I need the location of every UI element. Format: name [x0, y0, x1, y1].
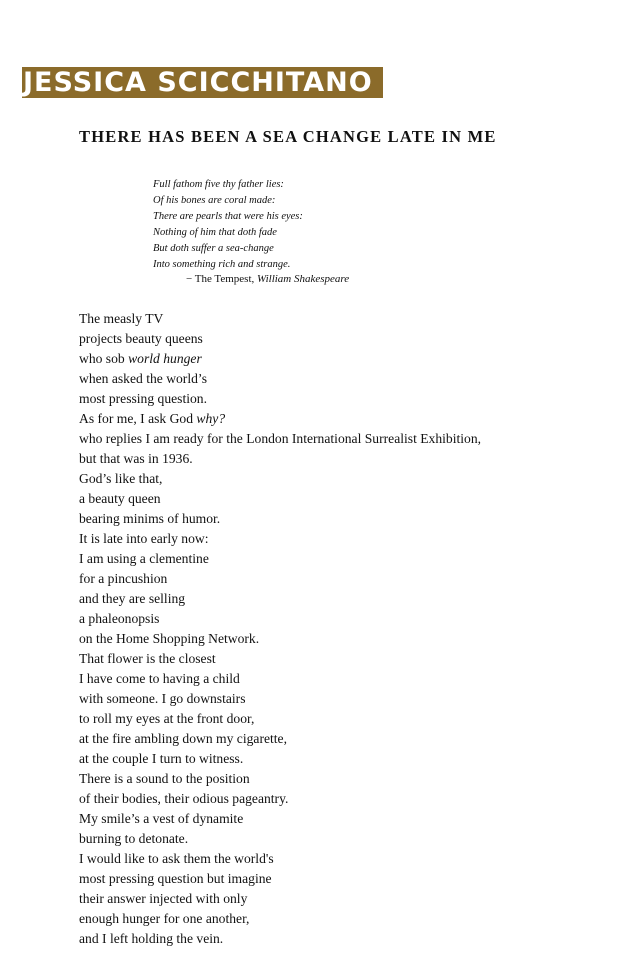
poem-line — [79, 849, 481, 869]
poem-line — [79, 389, 481, 409]
poem-line-text: God’s like that, — [79, 471, 163, 486]
poem-line — [79, 369, 481, 389]
poem-line — [79, 589, 481, 609]
attribution-work: − The Tempest, — [186, 273, 255, 285]
poem-line-text: but that was in 1936. — [79, 451, 193, 466]
poem-line — [79, 449, 481, 469]
poem-line — [79, 909, 481, 929]
poem-line-text: I would like to ask them the world's — [79, 851, 274, 866]
poem-line-italic: world hunger — [128, 351, 202, 366]
poem-line-text: of their bodies, their odious pageantry. — [79, 791, 289, 806]
poem-line-text: bearing minims of humor. — [79, 511, 221, 526]
poem-line-text: when asked the world’s — [79, 371, 207, 386]
poem-line — [79, 649, 481, 669]
poem-line-text: a phaleonopsis — [79, 611, 160, 626]
poem-line — [79, 629, 481, 649]
attribution-author: William Shakespeare — [257, 273, 350, 285]
poem-line-text: with someone. I go downstairs — [79, 691, 246, 706]
poem-line — [79, 309, 481, 329]
author-banner — [22, 67, 383, 98]
poem-line-text: at the couple I turn to witness. — [79, 751, 244, 766]
epigraph-line: But doth suffer a sea-change — [153, 243, 274, 254]
poem-line — [79, 609, 481, 629]
poem-line-text: My smile’s a vest of dynamite — [79, 811, 244, 826]
poem-line-text: a beauty queen — [79, 491, 161, 506]
poem-line — [79, 669, 481, 689]
poem-line-text: most pressing question but imagine — [79, 871, 272, 886]
poem-line-text: on the Home Shopping Network. — [79, 631, 260, 646]
poem-line — [79, 889, 481, 909]
poem-line — [79, 529, 481, 549]
poem-line-italic: why? — [196, 411, 226, 426]
epigraph — [153, 177, 303, 273]
poem-line-text: most pressing question. — [79, 391, 208, 406]
poem-line-text: burning to detonate. — [79, 831, 189, 846]
poem-line — [79, 429, 481, 449]
poem-line-text: There is a sound to the position — [79, 771, 250, 786]
poem-line — [79, 489, 481, 509]
poem-line-text: for a pincushion — [79, 571, 168, 586]
poem-line — [79, 549, 481, 569]
poem-line-text: As for me, I ask God — [79, 411, 197, 426]
poem-line-text: their answer injected with only — [79, 891, 248, 906]
poem-line — [79, 329, 481, 349]
poem-line — [79, 769, 481, 789]
poem-line-text: at the fire ambling down my cigarette, — [79, 731, 287, 746]
poem-line — [79, 689, 481, 709]
poem-line-text: who replies I am ready for the London International Surrealist Exhibition, — [79, 431, 482, 446]
poem-line-text: who sob — [79, 351, 129, 366]
poem-line-text: and I left holding the vein. — [79, 931, 224, 946]
poem-line — [79, 569, 481, 589]
poem-line-text: and they are selling — [79, 591, 186, 606]
poem-line — [79, 509, 481, 529]
poem-line — [79, 469, 481, 489]
poem-line — [79, 349, 481, 369]
poem-line — [79, 729, 481, 749]
epigraph-line: Into something rich and strange. — [153, 259, 291, 270]
poem-line — [79, 869, 481, 889]
poem-line — [79, 749, 481, 769]
epigraph-line: Full fathom five thy father lies: — [153, 179, 284, 190]
epigraph-attribution — [186, 273, 349, 285]
poem-line-text: projects beauty queens — [79, 331, 203, 346]
poem-line — [79, 789, 481, 809]
poem-line-text: It is late into early now: — [79, 531, 209, 546]
epigraph-line: Of his bones are coral made: — [153, 195, 276, 206]
poem-line — [79, 929, 481, 949]
poem-line — [79, 809, 481, 829]
poem-line-text: I am using a clementine — [79, 551, 209, 566]
poem-line — [79, 709, 481, 729]
epigraph-line: There are pearls that were his eyes: — [153, 211, 303, 222]
poem-line-text: to roll my eyes at the front door, — [79, 711, 255, 726]
poem-line — [79, 409, 481, 429]
poem-title: THERE HAS BEEN A SEA CHANGE LATE IN ME — [79, 127, 497, 146]
poem-body — [79, 309, 481, 949]
poem-line-text: enough hunger for one another, — [79, 911, 250, 926]
poem-line-text: That flower is the closest — [79, 651, 216, 666]
poem-line-text: The measly TV — [79, 311, 164, 326]
epigraph-line: Nothing of him that doth fade — [153, 227, 277, 238]
poem-line — [79, 829, 481, 849]
author-name: JESSICA SCICCHITANO — [23, 67, 373, 98]
poem-line-text: I have come to having a child — [79, 671, 240, 686]
